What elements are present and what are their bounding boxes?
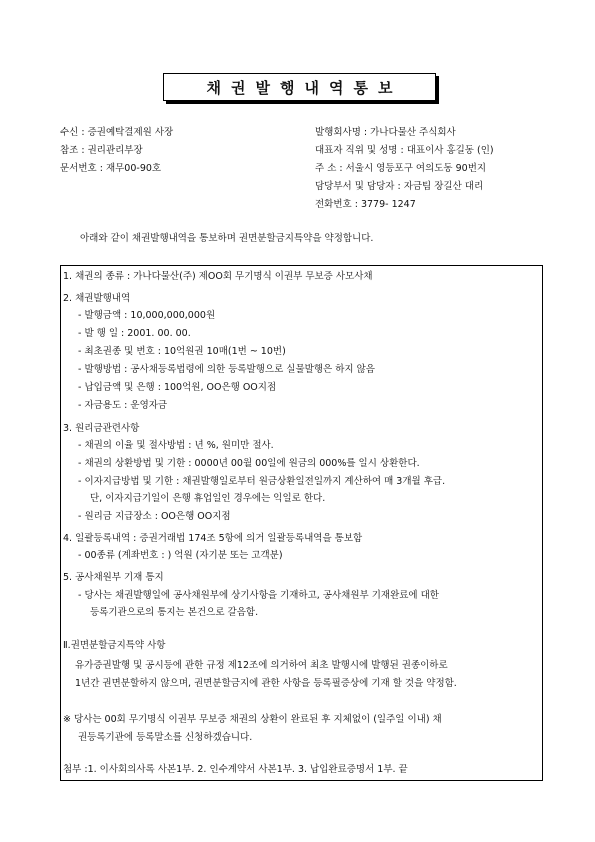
section-2-roman-heading: Ⅱ.권면분할금지특약 사항: [63, 640, 166, 651]
intro-text: 아래와 같이 채권발행내역을 통보하며 권면분할금지특약을 약정합니다.: [80, 233, 374, 244]
payment-place: - 원리금 지급장소 : OO은행 OO지점: [78, 511, 231, 522]
interest-payment-note: 단, 이자지급기일이 은행 휴업일인 경우에는 익일로 한다.: [90, 493, 326, 504]
issue-amount: - 발행금액 : 10,000,000,000원: [78, 310, 216, 321]
note-line-2: 권등록기관에 등록말소를 신청하겠습니다.: [78, 732, 253, 743]
redemption-method: - 채권의 상환방법 및 기한 : 0000년 00월 00일에 원금의 000%를 일시 상환한다.: [78, 458, 420, 469]
phone-number: 전화번호 : 3779- 1247: [315, 199, 416, 210]
registration-item: - 00종류 (계좌번호 : ) 억원 (자기분 또는 고객분): [78, 550, 283, 561]
address: 주 소 : 서울시 영등포구 여의도동 90번지: [315, 163, 487, 174]
department-contact: 담당부서 및 담당자 : 자금팀 장길산 대리: [315, 181, 484, 192]
issue-method: - 발행방법 : 공사채등록법령에 의한 등록발행으로 실물발행은 하지 않음: [78, 364, 375, 375]
issue-date: - 발 행 일 : 2001. 00. 00.: [78, 328, 191, 339]
split-prohibition-line-2: 1년간 권면분할하지 않으며, 권면분할금지에 관한 사항을 등록필증상에 기재 할 것을 약정함.: [75, 678, 457, 689]
section-4-heading: 4. 일괄등록내역 : 증권거래법 174조 5항에 의거 일괄등록내역을 통보함: [63, 533, 363, 544]
note-line-1: ※ 당사는 00회 무기명식 이권부 무보증 채권의 상환이 완료된 후 지체없이 (일주일 이내) 채: [63, 714, 442, 725]
section-5-heading: 5. 공사채원부 기재 통지: [63, 572, 164, 583]
recipient: 수신 : 증권예탁결제원 사장: [60, 127, 174, 138]
reference: 참조 : 권리관리부장: [60, 145, 143, 156]
attachments: 첨부 :1. 이사회의사록 사본1부. 2. 인수계약서 사본1부. 3. 납입완료증명서 1부. 끝: [63, 764, 408, 775]
interest-rate: - 채권의 이율 및 절사방법 : 년 %, 원미만 절사.: [78, 440, 274, 451]
title-box: [163, 73, 436, 101]
initial-denomination: - 최초권종 및 번호 : 10억원권 10매(1번 ~ 10번): [78, 346, 286, 357]
issuer-name: 발행회사명 : 가나다물산 주식회사: [315, 127, 456, 138]
fund-usage: - 자금용도 : 운영자금: [78, 400, 168, 411]
representative: 대표자 직위 및 성명 : 대표이사 홍길동 (인): [315, 145, 494, 156]
interest-payment: - 이자지급방법 및 기한 : 채권발행일로부터 원금상환일전일까지 계산하여 매 3개월 후급.: [78, 476, 446, 487]
section-5-line-2: 등록기관으로의 통지는 본건으로 갈음함.: [90, 607, 259, 618]
section-3-heading: 3. 원리금관련사항: [63, 423, 140, 434]
section-1-bond-type: 1. 채권의 종류 : 가나다물산(주) 제OO회 무기명식 이권부 무보증 사모사채: [63, 271, 373, 282]
section-2-heading: 2. 채권발행내역: [63, 293, 131, 304]
document-number: 문서번호 : 재무00-90호: [60, 163, 162, 174]
section-5-line-1: - 당사는 채권발행일에 공사채원부에 상기사항을 기재하고, 공사채원부 기재완료에 대한: [78, 590, 439, 601]
document-title: 채권발행내역통보: [206, 78, 403, 97]
content-box: [60, 265, 543, 781]
payment-bank: - 납입금액 및 은행 : 100억원, OO은행 OO지점: [78, 382, 277, 393]
split-prohibition-line-1: 유가증권발행 및 공시등에 관한 규정 제12조에 의거하여 최초 발행시에 발행된 권종이하로: [75, 660, 448, 671]
